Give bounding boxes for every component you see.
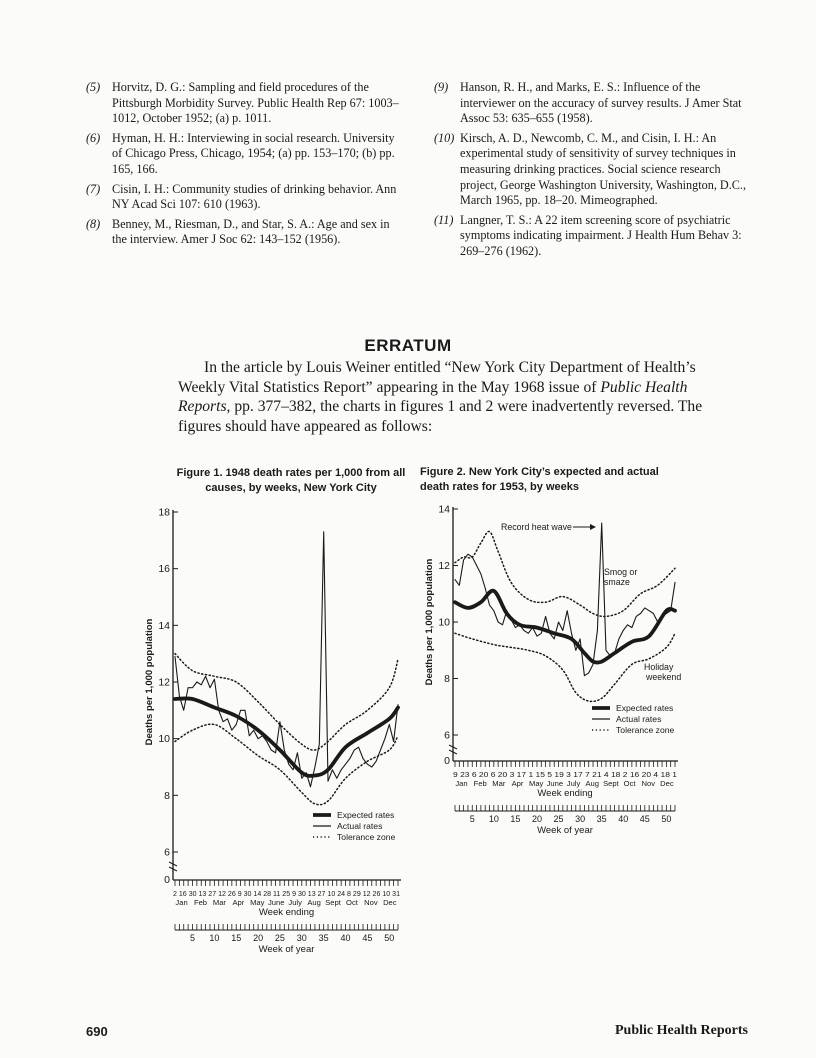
week-of-year-tick-label: 10 — [209, 933, 220, 943]
month-label: May — [529, 779, 544, 788]
month-label: Apr — [232, 898, 245, 907]
series-line-tolerance-zone-lower — [455, 633, 675, 701]
week-of-year-tick-label: 35 — [596, 814, 607, 824]
y-tick-label: 16 — [158, 563, 170, 576]
y-origin-label: 0 — [164, 874, 170, 886]
y-tick-label: 14 — [438, 503, 450, 516]
legend-label: Tolerance zone — [337, 832, 396, 842]
reference-8 — [86, 217, 404, 248]
week-of-year-tick-label: 35 — [318, 933, 329, 943]
figure-2-caption: Figure 2. New York City’s expected and actual death rates for 1953, by weeks — [420, 466, 659, 493]
y-axis-label: Deaths per 1,000 population — [144, 618, 155, 746]
series-line-actual-rates — [175, 532, 398, 787]
x-axis-label-week-ending: Week ending — [258, 907, 315, 918]
reference-number: (11) — [434, 212, 454, 227]
month-label: June — [546, 779, 564, 788]
y-tick-label: 6 — [164, 846, 170, 859]
annotation-line: Holiday — [644, 662, 674, 672]
annotation-line: Smog or — [604, 567, 638, 577]
y-tick-label: 6 — [444, 729, 450, 742]
month-label: Feb — [193, 898, 208, 907]
legend-label: Tolerance zone — [616, 725, 675, 735]
week-of-year-tick-label: 20 — [531, 814, 542, 824]
month-label: Feb — [473, 779, 487, 788]
week-of-year-tick-label: 30 — [575, 814, 586, 824]
week-of-year-tick-label: 45 — [639, 814, 650, 824]
reference-text: Langner, T. S.: A 22 item screening score of psychiatric symptoms indicating impairment. J Health Hum Behav 3: 269–276 (1962). — [460, 212, 742, 258]
reference-11 — [434, 213, 752, 260]
reference-text: Cisin, I. H.: Community studies of drinking behavior. Ann NY Acad Sci 107: 610 (1963). — [112, 181, 397, 212]
month-label: Jan — [175, 898, 188, 907]
reference-number: (5) — [86, 80, 101, 94]
series-line-tolerance-zone-upper — [455, 531, 675, 616]
reference-number: (9) — [434, 80, 449, 94]
month-label: July — [566, 779, 581, 788]
month-label: Aug — [307, 898, 321, 907]
reference-number: (8) — [86, 216, 101, 231]
reference-number: (6) — [86, 130, 101, 145]
month-label: Oct — [346, 898, 358, 907]
legend-label: Expected rates — [337, 810, 395, 820]
month-label: Mar — [492, 779, 506, 788]
month-label: Jan — [455, 779, 468, 788]
legend-label: Expected rates — [616, 703, 674, 713]
annotation-smog-or-smaze — [604, 567, 637, 587]
month-label: May — [250, 898, 265, 907]
figure-1-caption: Figure 1. 1948 death rates per 1,000 from all causes, by weeks, New York City — [176, 467, 406, 494]
month-label: Apr — [511, 779, 524, 788]
erratum-text-end: , pp. 377–382, the charts in figures 1 and 2 were inadvertently reversed. The figures should have appeared as follows: — [178, 398, 703, 435]
series-line-actual-rates — [455, 523, 675, 676]
y-tick-label: 18 — [158, 506, 170, 519]
journal-footer: Public Health Reports — [615, 1023, 748, 1038]
page-number: 690 — [86, 1024, 108, 1039]
series-line-expected-rates — [175, 698, 398, 776]
week-of-year-tick-label: 25 — [553, 814, 564, 824]
reference-text: Hanson, R. H., and Marks, E. S.: Influence of the interviewer on the accuracy of survey results. J Amer Stat Assoc 53: 635–655 (1958). — [460, 80, 742, 126]
erratum-title: ERRATUM — [364, 336, 452, 355]
week-of-year-tick-label: 20 — [253, 933, 264, 943]
reference-text: Hyman, H. H.: Interviewing in social research. University of Chicago Press, Chicago, 1954; (a) pp. 153–170; (b) pp. 165, 166. — [112, 130, 395, 176]
references-right — [434, 80, 752, 264]
week-of-year-tick-label: 25 — [274, 933, 285, 943]
erratum-body — [178, 358, 738, 436]
y-tick-label: 8 — [164, 789, 170, 802]
reference-number: (10) — [434, 130, 455, 145]
reference-5 — [86, 80, 404, 127]
reference-6 — [86, 131, 404, 178]
month-label: Dec — [660, 779, 674, 788]
reference-10 — [434, 131, 752, 209]
reference-9 — [434, 80, 752, 127]
month-label: Aug — [585, 779, 599, 788]
week-of-year-tick-label: 5 — [189, 933, 195, 943]
week-of-year-tick-label: 5 — [469, 814, 475, 824]
y-tick-label: 8 — [444, 673, 450, 685]
y-tick-label: 12 — [438, 560, 450, 572]
y-tick-label: 14 — [158, 619, 170, 632]
week-of-year-tick-label: 30 — [296, 933, 307, 943]
y-origin-label: 0 — [444, 755, 450, 767]
y-tick-label: 12 — [158, 676, 170, 689]
annotation-holiday-weekend — [644, 662, 681, 682]
legend-label: Actual rates — [337, 821, 383, 831]
week-of-year-tick-label: 15 — [231, 933, 242, 943]
month-label: Mar — [212, 898, 226, 907]
y-tick-label: 10 — [158, 733, 170, 746]
week-of-year-tick-label: 40 — [340, 933, 351, 943]
month-label: Nov — [641, 779, 656, 788]
month-label: Dec — [383, 898, 397, 907]
month-label: Oct — [623, 779, 636, 788]
reference-number: (7) — [86, 181, 101, 196]
figure-1-chart — [140, 500, 400, 955]
week-of-year-tick-label: 40 — [618, 814, 629, 824]
annotation-arrowhead — [590, 524, 596, 530]
month-label: June — [267, 898, 285, 907]
reference-text: Kirsch, A. D., Newcomb, C. M., and Cisin, I. H.: An experimental study of sensitivity of survey techniques in measuring drinking practices. Social science research project, George Washington University, Washington, D.C., March 1965, pp. 18–20. Mimeographed. — [460, 130, 746, 208]
x-axis-label-week-ending: Week ending — [537, 788, 593, 799]
week-of-year-tick-label: 45 — [362, 933, 373, 943]
reference-text: Benney, M., Riesman, D., and Star, S. A.: Age and sex in the interview. Amer J Soc 62: 143–152 (1956). — [112, 216, 390, 247]
month-label: Nov — [364, 898, 378, 907]
month-label: Sept — [603, 779, 619, 788]
week-of-year-tick-label: 15 — [510, 814, 521, 824]
annotation-line: smaze — [604, 577, 630, 587]
week-of-year-tick-label: 50 — [384, 933, 395, 943]
journal-name: Public Health Reports — [178, 378, 688, 416]
month-label: Sept — [325, 898, 341, 907]
week-of-year-tick-label: 50 — [661, 814, 672, 824]
legend-label: Actual rates — [616, 714, 662, 724]
week-ending-days: 2 16 30 13 27 12 26 9 30 14 28 11 25 9 30 13 27 10 24 8 29 12 26 10 31 — [173, 889, 400, 898]
figure-2-chart — [420, 495, 680, 835]
series-line-expected-rates — [455, 591, 675, 663]
x-axis-label-week-of-year: Week of year — [537, 825, 593, 836]
annotation-record-heat-wave: Record heat wave — [501, 522, 572, 532]
month-label: July — [288, 898, 302, 907]
x-axis-label-week-of-year: Week of year — [258, 944, 315, 955]
annotation-line: weekend — [646, 672, 682, 682]
week-of-year-tick-label: 10 — [488, 814, 499, 824]
y-tick-label: 10 — [438, 616, 450, 629]
reference-text: Horvitz, D. G.: Sampling and field procedures of the Pittsburgh Morbidity Survey. Public Health Rep 67: 1003–1012, October 1952; (a) p. 1011. — [112, 80, 399, 126]
erratum-text-start: In the article by Louis Weiner entitled “New York City Department of Health’s Weekly Vital Statistics Report” appearing in the May 1968 issue of — [178, 359, 696, 396]
week-ending-days: 9 23 6 20 6 20 3 17 1 15 5 19 3 17 7 21 4 18 2 16 20 4 18 1 — [453, 770, 677, 779]
reference-7 — [86, 182, 404, 213]
references-left — [86, 80, 404, 252]
y-axis-label: Deaths per 1,000 population — [424, 558, 435, 686]
